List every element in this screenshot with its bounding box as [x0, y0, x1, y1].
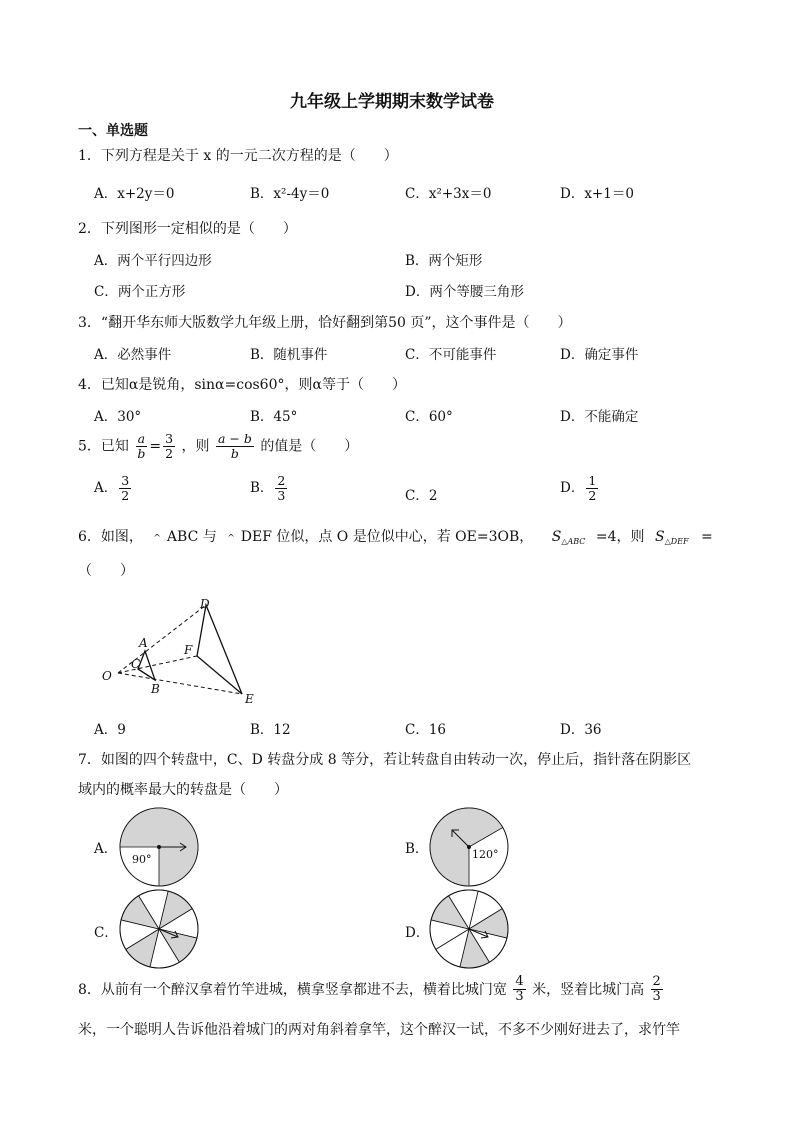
q1-option-d[interactable]: D．x+1＝0 — [560, 186, 634, 202]
q5-prefix: 5．已知 — [78, 438, 129, 455]
q5-option-b-den: 3 — [277, 487, 286, 503]
q5-given-den: b — [137, 445, 146, 461]
q5-stem — [78, 432, 358, 461]
q5-given-eq: = — [149, 438, 162, 455]
q4-option-c[interactable]: C．60° — [405, 409, 453, 425]
point-label-c: C — [131, 657, 141, 671]
q1-option-c[interactable]: C．x²+3x＝0 — [405, 186, 492, 202]
dashed-line-of — [118, 656, 197, 673]
q7-stem-line2: 域内的概率最大的转盘是（ ） — [78, 782, 288, 798]
q6-tri2: DEF 位似，点 O 是位似中心，若 OE=3OB， — [240, 529, 534, 545]
q5-option-a[interactable] — [94, 474, 133, 503]
q7-option-c-label[interactable]: C． — [94, 925, 118, 941]
q4-option-d[interactable]: D．不能确定 — [560, 409, 639, 425]
q7-option-a-label[interactable]: A． — [94, 841, 118, 857]
point-label-d: D — [200, 597, 210, 611]
q6-eq-end: = — [700, 529, 713, 545]
point-label-b: B — [151, 682, 160, 696]
q5-option-a-num: 3 — [121, 473, 130, 488]
q5-option-b[interactable] — [250, 474, 289, 503]
q4-stem: 4．已知α是锐角，sinα=cos60°，则α等于（ ） — [78, 377, 406, 393]
q5-option-d-label: D． — [560, 479, 585, 496]
q6-paren: （ ） — [78, 563, 134, 579]
q6-stem — [78, 526, 713, 546]
q5-given-rnum: 3 — [165, 431, 174, 446]
triangle-symbol-icon: ^ — [227, 534, 235, 544]
angle-label-b: 120° — [472, 848, 499, 861]
q8-width-fraction: $\frac{4}{3}$ — [515, 974, 524, 1005]
q5-option-b-label: B． — [250, 479, 274, 496]
q5-suffix: 的值是（ ） — [260, 438, 359, 455]
triangle-def — [197, 605, 242, 694]
q6-option-c[interactable]: C．16 — [405, 722, 447, 738]
triangle-symbol-icon: ^ — [153, 534, 161, 544]
q8-line1-b: 米，竖着比城门高 — [532, 981, 645, 998]
spinner-d[interactable] — [428, 888, 510, 970]
q6-part1: 6．如图， — [78, 529, 143, 545]
q5-option-d[interactable] — [560, 474, 600, 503]
spinner-b[interactable] — [428, 806, 510, 888]
point-label-f: F — [184, 643, 193, 657]
q5-given-ratio — [163, 432, 175, 461]
q5-option-c[interactable]: C．2 — [405, 488, 438, 504]
q7-option-b-label[interactable]: B． — [405, 841, 429, 857]
q5-option-a-label: A． — [94, 479, 118, 496]
spinner-c[interactable] — [118, 888, 200, 970]
q6-option-a[interactable]: A．9 — [94, 722, 126, 738]
q8-height-fraction: $\frac{2}{3}$ — [652, 974, 661, 1005]
section-heading: 一、单选题 — [78, 123, 148, 139]
angle-label-a: 90° — [132, 853, 152, 866]
q5-mid: ，则 — [181, 438, 210, 455]
q5-option-b-num: 2 — [277, 473, 286, 488]
q3-option-d[interactable]: D．确定事件 — [560, 347, 639, 363]
q5-option-d-den: 2 — [588, 487, 597, 503]
q6-s-abc: $S_{\triangle ABC}$ — [551, 529, 586, 546]
page-title: 九年级上学期期末数学试卷 — [290, 92, 494, 112]
point-label-a: A — [139, 636, 148, 650]
q5-given-rden: 2 — [165, 445, 174, 461]
q2-option-a[interactable]: A．两个平行四边形 — [94, 253, 212, 269]
q3-option-c[interactable]: C．不可能事件 — [405, 347, 497, 363]
q7-stem-line1: 7．如图的四个转盘中，C、D 转盘分成 8 等分，若让转盘自由转动一次，停止后，指针落在阴影区 — [78, 752, 692, 768]
q1-option-a[interactable]: A．x+2y＝0 — [94, 186, 175, 202]
q6-s-def: $S_{\triangle DEF}$ — [654, 529, 689, 546]
q6-eq4: =4，则 — [595, 529, 645, 545]
q2-option-b[interactable]: B．两个矩形 — [405, 253, 483, 269]
point-label-o: O — [102, 669, 112, 683]
q6-option-b[interactable]: B．12 — [250, 722, 291, 738]
q1-stem: 1．下列方程是关于 x 的一元二次方程的是（ ） — [78, 148, 398, 164]
q6-option-d[interactable]: D．36 — [560, 722, 602, 738]
point-label-e: E — [245, 692, 254, 706]
q4-option-a[interactable]: A．30° — [94, 409, 142, 425]
q2-stem: 2．下列图形一定相似的是（ ） — [78, 221, 297, 237]
q4-option-b[interactable]: B．45° — [250, 409, 298, 425]
q5-given-fraction — [135, 432, 147, 461]
q3-option-b[interactable]: B．随机事件 — [250, 347, 328, 363]
q1-option-b[interactable]: B．x²-4y＝0 — [250, 186, 330, 202]
q5-option-d-num: 1 — [588, 473, 597, 488]
q8-line1-a: 8．从前有一个醉汉拿着竹竿进城，横拿竖拿都进不去，横着比城门宽 — [78, 981, 507, 998]
q8-line2: 米，一个聪明人告诉他沿着城门的两对角斜着拿竿，这个醉汉一试，不多不少刚好进去了，求竹竿 — [78, 1022, 680, 1038]
q2-option-d[interactable]: D．两个等腰三角形 — [405, 284, 524, 300]
q5-given-num: a — [137, 431, 146, 446]
q5-ask-den: b — [230, 445, 239, 461]
dashed-line-oe — [118, 673, 242, 694]
q5-option-a-den: 2 — [121, 487, 130, 503]
q5-ask-num: a − b — [217, 431, 252, 446]
q6-tri1: ABC 与 — [166, 529, 217, 545]
spinner-a[interactable] — [118, 806, 200, 888]
q3-option-a[interactable]: A．必然事件 — [94, 347, 172, 363]
q6-figure — [98, 594, 263, 710]
q7-option-d-label[interactable]: D． — [405, 925, 430, 941]
q5-ask-fraction — [216, 432, 254, 461]
q8-line1 — [78, 975, 665, 1005]
q2-option-c[interactable]: C．两个正方形 — [94, 284, 186, 300]
q3-stem: 3．“翻开华东师大版数学九年级上册，恰好翻到第50 页”，这个事件是（ ） — [78, 315, 572, 331]
